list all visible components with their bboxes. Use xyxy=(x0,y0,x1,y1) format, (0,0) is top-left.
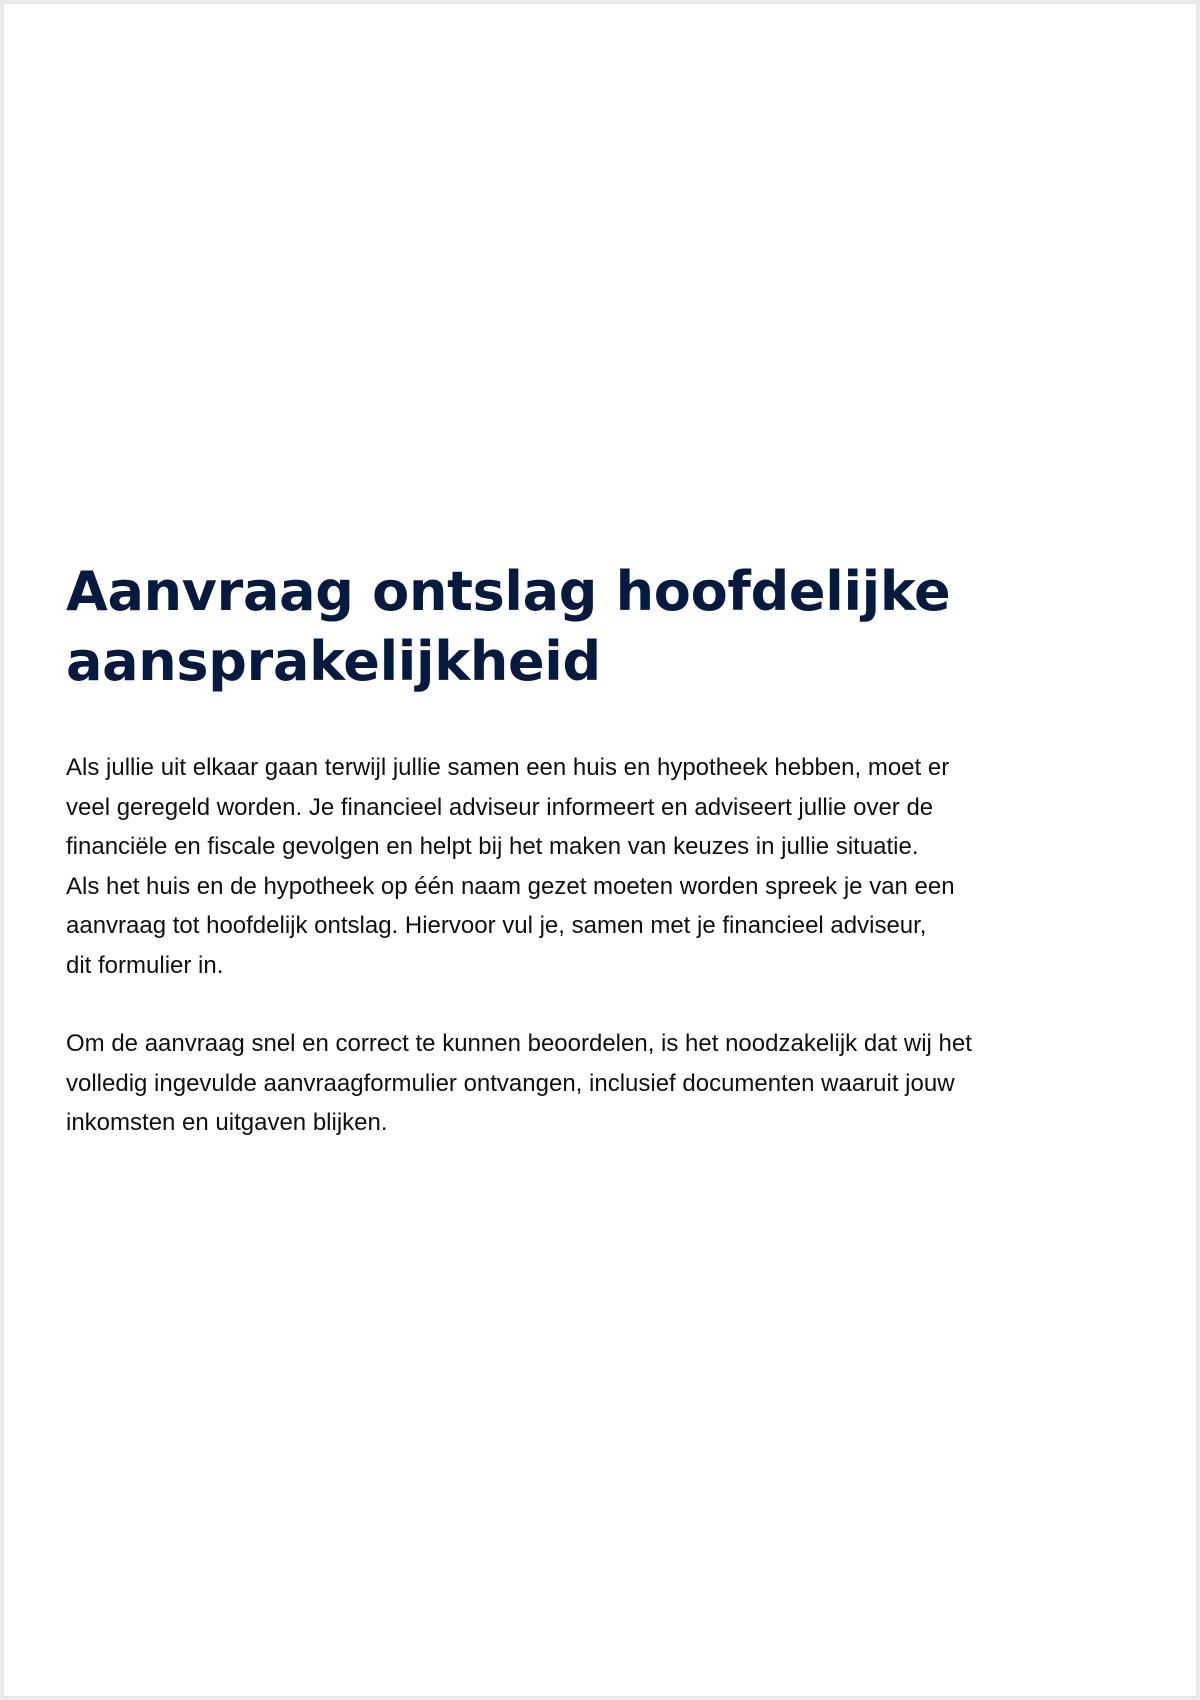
requirements-paragraph: Om de aanvraag snel en correct te kunnen beoordelen, is het noodzakelijk dat wij het volledig ingevulde aanvraagformulier ontvangen, inclusief documenten waaruit jouw inkomsten en uitgaven blijken. xyxy=(66,1030,972,1136)
intro-paragraph: Als jullie uit elkaar gaan terwijl jullie samen een huis en hypotheek hebben, moet er veel geregeld worden. Je financieel adviseur informeert en adviseert jullie over de financiële en fiscale gevolgen en helpt bij het maken van keuzes in jullie situatie. Als het huis en de hypotheek op één naam gezet moeten worden spreek je van een aanvraag tot hoofdelijk ontslag. Hiervoor vul je, samen met je financieel adviseur, dit formulier in. xyxy=(66,754,955,979)
document-page xyxy=(4,4,1196,1696)
page-title: Aanvraag ontslag hoofdelijke aansprakelijkheid xyxy=(66,560,951,693)
